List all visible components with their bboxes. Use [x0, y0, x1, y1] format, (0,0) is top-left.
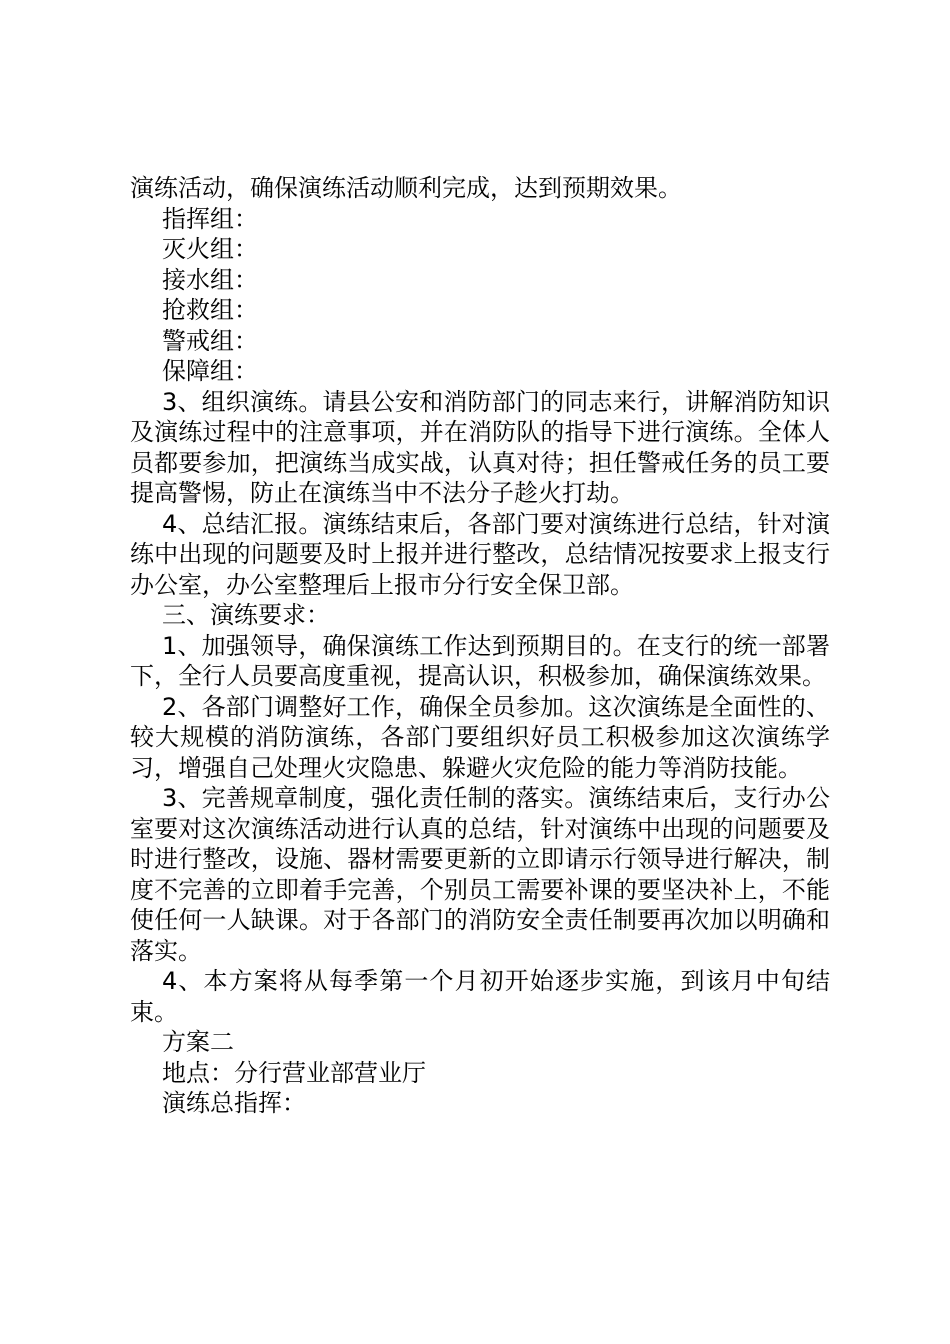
paragraph-continuation: 演练活动，确保演练活动顺利完成，达到预期效果。: [130, 174, 682, 202]
group-rescue-label: 抢救组：: [162, 296, 258, 324]
commander-line: 演练总指挥：: [162, 1089, 306, 1117]
group-commander-label: 指挥组：: [162, 204, 258, 233]
paragraph-requirement-1: 1、加强领导，确保演练工作达到预期目的。在支行的统一部署下，全行人员要高度重视，提高认识，积极参加，确保演练效果。: [130, 631, 830, 690]
paragraph-summary-report: 4、总结汇报。演练结束后，各部门要对演练进行总结，针对演练中出现的问题要及时上报并进行整改，总结情况按要求上报支行办公室，办公室整理后上报市分行安全保卫部。: [130, 509, 830, 599]
paragraph-requirement-4: 4、本方案将从每季第一个月初开始逐步实施，到该月中旬结束。: [130, 967, 830, 1026]
paragraph-requirement-2: 2、各部门调整好工作，确保全员参加。这次演练是全面性的、较大规模的消防演练，各部门要组织好员工积极参加这次演练学习，增强自己处理火灾隐患、躲避火灾危险的能力等消防技能。: [130, 692, 830, 782]
section-heading-requirements: 三、演练要求：: [162, 601, 330, 629]
paragraph-requirement-3: 3、完善规章制度，强化责任制的落实。演练结束后，支行办公室要对这次演练活动进行认真的总结，针对演练中出现的问题要及时进行整改，设施、器材需要更新的立即请示行领导进行解决，制度不完善的立即着手完善，个别员工需要补课的要坚决补上，不能使任何一人缺课。对于各部门的消防安全责任制要再次加以明确和落实。: [130, 784, 830, 965]
group-support-label: 保障组：: [162, 357, 258, 385]
group-guard-label: 警戒组：: [162, 326, 258, 355]
location-line: 地点：分行营业部营业厅: [162, 1058, 426, 1087]
plan-two-heading: 方案二: [162, 1028, 234, 1056]
group-water-label: 接水组：: [162, 265, 258, 294]
paragraph-organize-drill: 3、组织演练。请县公安和消防部门的同志来行，讲解消防知识及演练过程中的注意事项，并在消防队的指导下进行演练。全体人员都要参加，把演练当成实战，认真对待；担任警戒任务的员工要提高警惕，防止在演练当中不法分子趁火打劫。: [130, 387, 830, 507]
group-firefighting-label: 灭火组：: [162, 235, 258, 263]
document-body: [130, 173, 830, 1119]
